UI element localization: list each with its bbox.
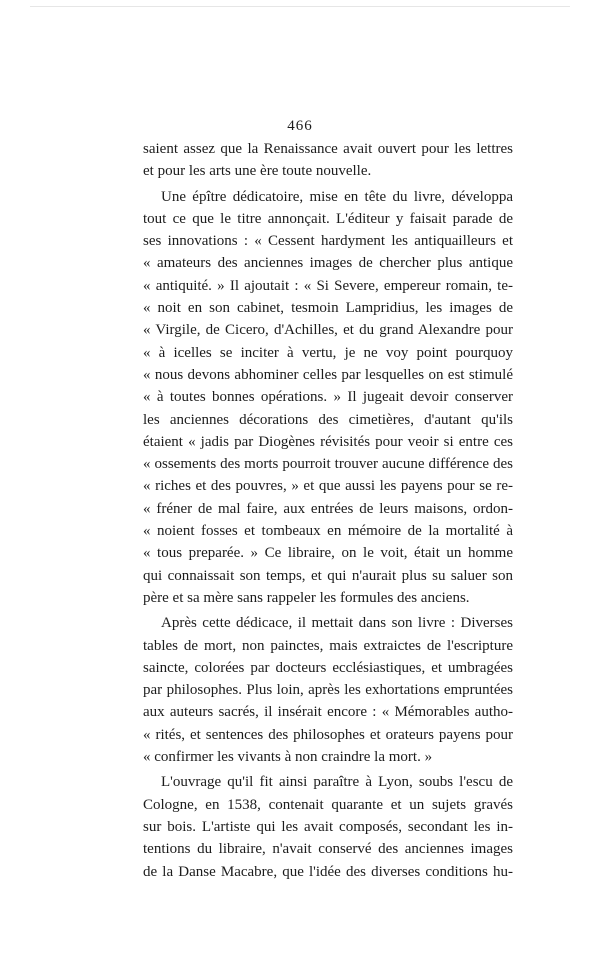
text-line: Une épître dédicatoire, mise en tête du livre, développa bbox=[161, 188, 513, 205]
text-line: « à toutes bonnes opérations. » Il jugeait devoir conserver bbox=[143, 389, 513, 406]
text-line: « confirmer les vivants à non craindre la mort. » bbox=[143, 749, 433, 766]
text-line: saincte, colorées par docteurs ecclésiastiques, et umbragées bbox=[143, 659, 513, 676]
text-line: « fréner de mal faire, aux entrées de leurs maisons, ordon- bbox=[143, 500, 513, 517]
text-line: les anciennes décorations des cimetières, d'autant qu'ils bbox=[143, 411, 513, 428]
text-line: sur bois. L'artiste qui les avait composés, secondant les in- bbox=[143, 818, 513, 835]
text-line: « noit en son cabinet, tesmoin Lampridius, les images de bbox=[143, 300, 513, 317]
text-line: ses innovations : « Cessent hardyment les antiquailleurs et bbox=[143, 233, 513, 250]
text-line: tables de mort, non painctes, mais extraictes de l'escripture bbox=[143, 637, 513, 654]
page-edge-line bbox=[30, 6, 570, 7]
text-line: « antiquité. » Il ajoutait : « Si Severe, empereur romain, te- bbox=[143, 277, 513, 294]
text-line: Après cette dédicace, il mettait dans son livre : Diverses bbox=[161, 615, 513, 632]
text-line: aux auteurs sacrés, il insérait encore : « Mémorables autho- bbox=[143, 704, 513, 721]
text-line: « riches et des pouvres, » et que aussi les payens pour se re- bbox=[143, 478, 513, 495]
text-line: « tous preparée. » Ce libraire, on le voit, était un homme bbox=[143, 545, 513, 562]
text-line: « noient fosses et tombeaux en mémoire de la mortalité à bbox=[143, 523, 513, 540]
text-line: L'ouvrage qu'il fit ainsi paraître à Lyon, soubs l'escu de bbox=[161, 774, 513, 791]
text-line: tout ce que le titre annonçait. L'éditeur y faisait parade de bbox=[143, 210, 513, 227]
text-line: « nous devons abhominer celles par lesquelles on est stimulé bbox=[143, 366, 513, 383]
text-line: étaient « jadis par Diogènes révisités pour veoir si entre ces bbox=[143, 433, 513, 450]
text-line: « Virgile, de Cicero, d'Achilles, et du grand Alexandre pour bbox=[143, 322, 513, 339]
text-line: par philosophes. Plus loin, après les exhortations empruntées bbox=[143, 682, 513, 699]
text-line: et pour les arts une ère toute nouvelle. bbox=[143, 163, 372, 180]
text-line: « ossements des morts pourroit trouver aucune différence des bbox=[143, 456, 513, 473]
text-line: saient assez que la Renaissance avait ouvert pour les lettres bbox=[143, 141, 513, 157]
text-line: tentions du libraire, n'avait conservé des anciennes images bbox=[143, 841, 513, 858]
text-line: « amateurs des anciennes images de chercher plus antique bbox=[143, 255, 513, 272]
text-line: père et sa mère sans rappeler les formules des anciens. bbox=[143, 589, 470, 606]
text-line: qui connaissait son temps, et qui n'aurait plus su saluer son bbox=[143, 567, 513, 584]
text-line: de la Danse Macabre, que l'idée des diverses conditions hu- bbox=[143, 863, 513, 880]
body-text bbox=[143, 138, 513, 883]
text-line: « à icelles se inciter à vertu, je ne voy point pourquoy bbox=[143, 344, 513, 361]
text-line: « rités, et sentences des philosophes et orateurs payens pour bbox=[143, 726, 513, 743]
text-line: Cologne, en 1538, contenait quarante et un sujets gravés bbox=[143, 796, 513, 813]
page-number: 466 bbox=[287, 118, 313, 134]
